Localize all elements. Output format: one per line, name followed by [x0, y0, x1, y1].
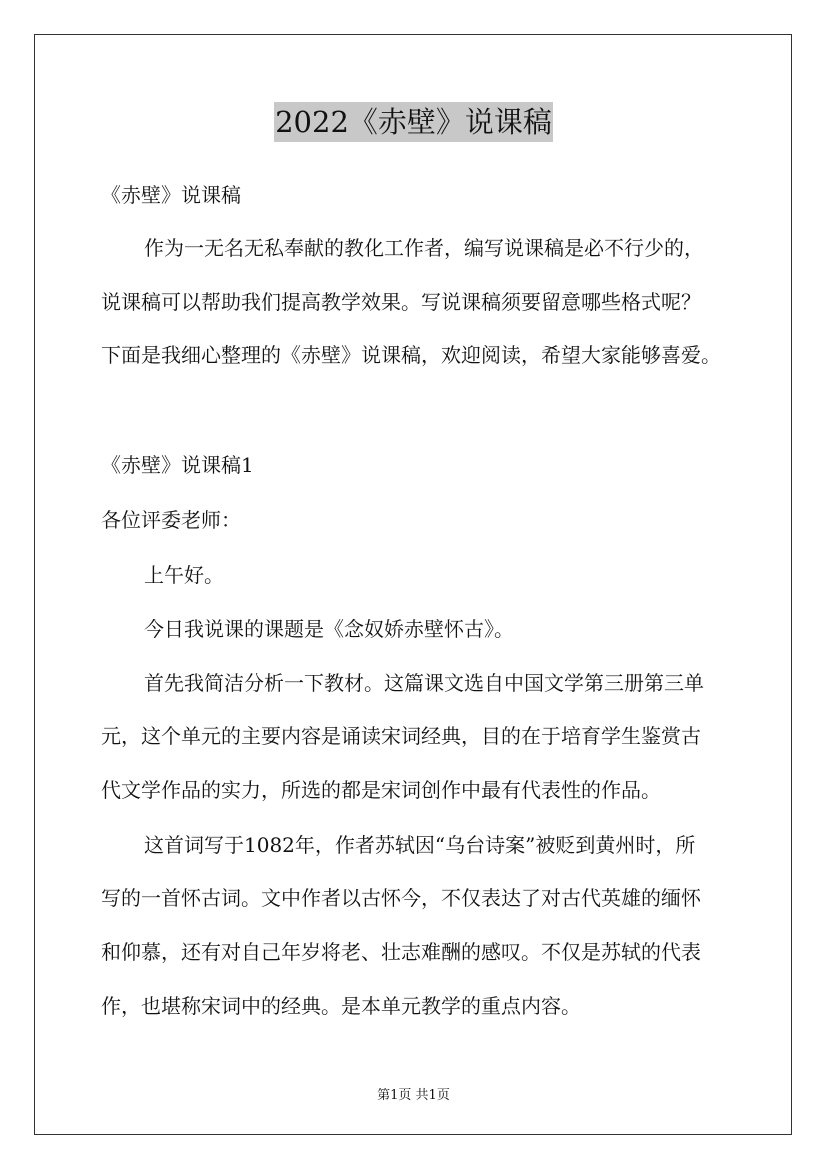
para2-line-4: 作，也堪称宋词中的经典。是本单元教学的重点内容。 — [101, 994, 581, 1018]
document-subtitle: 《赤壁》说课稿 — [101, 183, 241, 207]
intro-line-1: 作为一无名无私奉献的教化工作者，编写说课稿是必不行少的， — [144, 236, 704, 260]
para1-line-3: 代文学作品的实力，所选的都是宋词创作中最有代表性的作品。 — [101, 778, 661, 802]
para2-line-2: 写的一首怀古词。文中作者以古怀今，不仅表达了对古代英雄的缅怀 — [101, 886, 701, 910]
page-footer: 第1页 共1页 — [377, 1088, 450, 1103]
greeting: 上午好。 — [144, 563, 224, 587]
para1-line-1: 首先我简洁分析一下教材。这篇课文选自中国文学第三册第三单 — [144, 671, 704, 695]
salutation: 各位评委老师： — [101, 508, 241, 532]
document-title-container — [0, 102, 827, 142]
para1-line-2: 元，这个单元的主要内容是诵读宋词经典，目的在于培育学生鉴赏古 — [101, 724, 701, 748]
para2-line-1: 这首词写于1082年，作者苏轼因“乌台诗案”被贬到黄州时，所 — [144, 833, 696, 857]
document-title: 2022《赤壁》说课稿 — [274, 102, 553, 142]
section-heading: 《赤壁》说课稿1 — [101, 453, 254, 477]
para2-line-3: 和仰慕，还有对自己年岁将老、壮志难酬的感叹。不仅是苏轼的代表 — [101, 940, 701, 964]
topic-line: 今日我说课的课题是《念奴娇赤壁怀古》。 — [144, 617, 514, 641]
intro-line-3: 下面是我细心整理的《赤壁》说课稿，欢迎阅读，希望大家能够喜爱。 — [101, 343, 721, 367]
intro-line-2: 说课稿可以帮助我们提高教学效果。写说课稿须要留意哪些格式呢？ — [101, 290, 701, 314]
